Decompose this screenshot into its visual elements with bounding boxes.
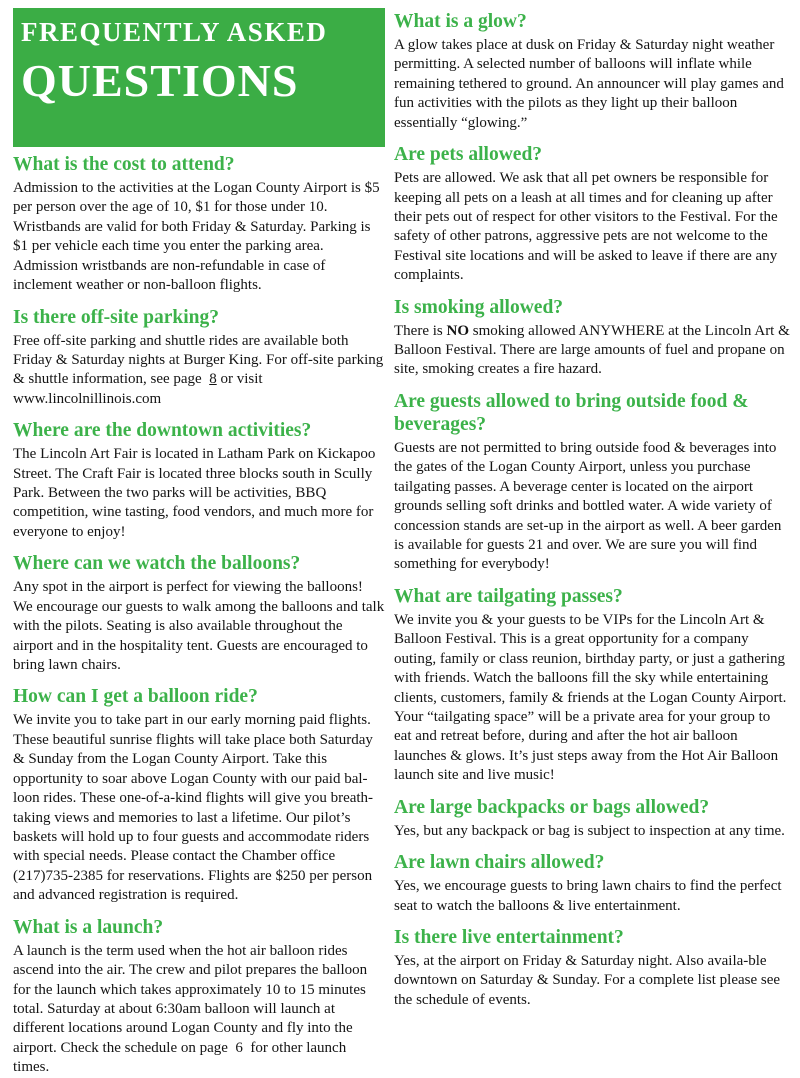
faq-item-balloon-ride: [13, 685, 385, 905]
faq-question: Where can we watch the balloons?: [13, 553, 301, 575]
page-title-line1: FREQUENTLY ASKED: [21, 17, 328, 47]
faq-item-pets: [394, 143, 791, 286]
right-column: [394, 8, 791, 1078]
left-column: [13, 8, 385, 1078]
faq-item-outside-food: [394, 390, 791, 575]
faq-answer: A glow takes place at dusk on Friday & Saturday night weather permitting. A selected number of balloons will inflate while remaining tethered to ground. An announcer will play games and fun activities with the pilots as they light up their balloon essentially “glowing.”: [394, 37, 784, 131]
faq-item-watch-balloons: [13, 552, 385, 675]
faq-question: Where are the downtown activities?: [13, 420, 312, 442]
faq-question: Are pets allowed?: [394, 144, 543, 166]
faq-question: What is a launch?: [13, 916, 164, 938]
faq-answer: A launch is the term used when the hot air balloon rides ascend into the air. The crew and pilot prepares the balloon for the launch which takes approximately 10 to 15 minutes total. Saturday at about 6:30am balloon will launch at different locations around Logan County and fly into the airport. Check the schedule on page 6 for other launch times.: [13, 942, 368, 1076]
faq-item-glow: [394, 10, 791, 133]
faq-item-downtown-activities: [13, 419, 385, 542]
faq-question: Are large backpacks or bags allowed?: [394, 796, 710, 818]
faq-answer: Guests are not permitted to bring outside food & beverages into the gates of the Logan County Airport, unless you purchase tailgating passes. A beverage center is located on the airport grounds selling soft drinks and bottled water. A wide variety of concession stands are set-up in the airport as well. A beer garden is available for guests 21 and over. We are sure you will find something for everybody!: [394, 439, 782, 573]
faq-answer: Yes, we encourage guests to bring lawn chairs to find the perfect seat to watch the balloons & live entertainment.: [394, 878, 782, 914]
faq-answer: Pets are allowed. We ask that all pet owners be responsible for keeping all pets on a leash at all times and for cleaning up after their pets out of respect for other visitors to the Festival. For the safety of other patrons, aggressive pets are not welcome to the Festival site locations and will be asked to leave if there are any complaints.: [394, 170, 778, 284]
faq-answer: Any spot in the airport is perfect for viewing the balloons! We encourage our guests to walk among the balloons and talk with the pilots. Seating is also available throughout the airport and in the hospitality tent. Guests are encouraged to bring lawn chairs.: [13, 579, 385, 674]
faq-item-tailgating-passes: [394, 585, 791, 786]
faq-question: What are tailgating passes?: [394, 585, 623, 607]
faq-answer: The Lincoln Art Fair is located in Latham Park on Kickapoo Street. The Craft Fair is located three blocks south in Scully Park. Between the two parks will be activities, BBQ competition, wine tasting, food vendors, and much more for everyone to enjoy!: [13, 446, 376, 540]
faq-item-backpacks: [394, 796, 791, 841]
faq-question: Are guests allowed to bring outside food & beverages?: [394, 390, 749, 435]
faq-question: Is there live entertainment?: [394, 926, 624, 948]
faq-answer: Yes, but any backpack or bag is subject to inspection at any time.: [394, 822, 785, 839]
faq-answer: We invite you & your guests to be VIPs for the Lincoln Art & Balloon Festival. This is a great opportunity for a company outing, family or class reunion, birthday party, or just a gathering with friends. Watch the balloons fill the sky while entertaining clients, customers, family & friends at the Logan County Airport. Your “tailgating space” will be a private area for your group to eat and retreat before, during and after the hot air balloon launches & glows. It’s just steps away from the Hot Air Balloon launch site and live music!: [394, 611, 787, 784]
faq-answer: Free off-site parking and shuttle rides are available both Friday & Saturday nights at Burger King. For off-site parking & shuttle information, see page 8 or visit www.lincolnillinois.com: [13, 332, 384, 407]
faq-item-cost: [13, 153, 385, 296]
faq-item-live-entertainment: [394, 926, 791, 1010]
faq-question: What is the cost to attend?: [13, 154, 235, 175]
faq-question: Is there off-site parking?: [13, 306, 219, 328]
faq-question: Are lawn chairs allowed?: [394, 852, 605, 874]
faq-question: Is smoking allowed?: [394, 296, 564, 318]
faq-item-smoking: [394, 296, 791, 380]
page-title-line2: QUESTIONS: [21, 54, 299, 106]
faq-answer: There is NO smoking allowed ANYWHERE at the Lincoln Art & Balloon Festival. There are large amounts of fuel and propane on site, smoking creates a fire hazard.: [394, 322, 790, 378]
faq-answer: Yes, at the airport on Friday & Saturday night. Also availa-ble downtown on Saturday & Sunday. For a complete list please see the schedule of events.: [394, 952, 781, 1008]
page-title-banner: [13, 8, 385, 147]
faq-answer: Admission to the activities at the Logan County Airport is $5 per person over the age of 10, $1 for those under 10. Wristbands are valid for both Friday & Saturday. Parking is $1 per vehicle each time you enter the parking area. Admission wristbands are non-refundable in case of inclement weather or non-balloon flights.: [13, 180, 380, 294]
faq-question: How can I get a balloon ride?: [13, 686, 258, 708]
faq-item-offsite-parking: [13, 306, 385, 410]
faq-answer: We invite you to take part in our early morning paid flights. These beautiful sunrise flights will take place both Saturday & Sunday from the Logan County Airport. Take this opportunity to soar above Logan County with our paid bal-loon rides. These one-of-a-kind flights will give you breath-taking views and memories to last a lifetime. Our pilot’s baskets will hold up to four guests and accommodate riders with special needs. Please contact the Chamber office (217)735-2385 for reservations. Flights are $250 per person and advanced registration is required.: [13, 712, 374, 904]
faq-item-launch: [13, 916, 385, 1078]
faq-item-lawn-chairs: [394, 851, 791, 916]
faq-question: What is a glow?: [394, 11, 527, 32]
